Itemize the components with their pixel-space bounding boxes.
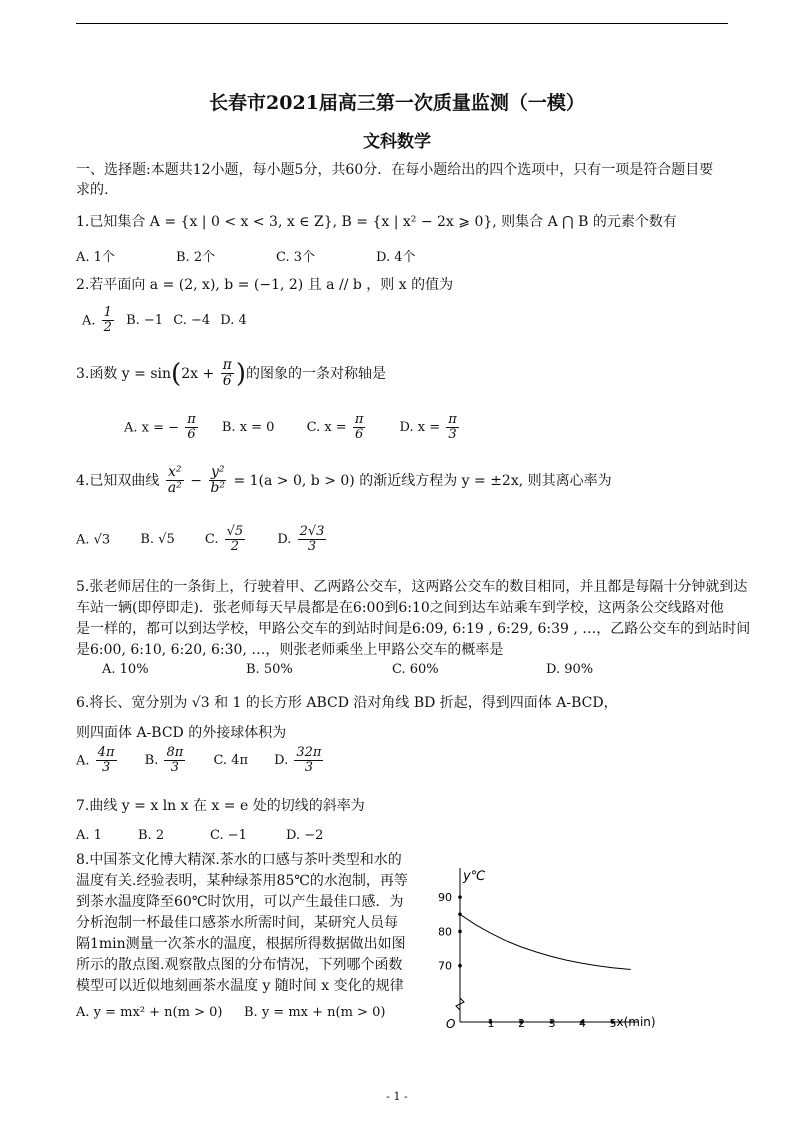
q6-d-num: 32π: [296, 745, 322, 760]
page-subtitle: 文科数学: [363, 132, 431, 152]
q3-option-c-fraction: [353, 413, 366, 443]
q2-frac-den: 2: [103, 320, 112, 336]
q3-c-den: 6: [354, 427, 364, 443]
q1-option-b: B. 2个: [176, 250, 216, 265]
q6-b-num: 8π: [166, 745, 184, 760]
q3-d-den: 3: [448, 427, 457, 443]
q6-option-b-label: B.: [144, 753, 159, 769]
x-axis-label: x(min): [616, 1015, 656, 1029]
q6-option-d-label: D.: [274, 753, 289, 769]
q7-option-d: D. −2: [286, 828, 324, 843]
section-intro-line1: 一、选择题:本题共12小题，每小题5分，共60分．在每小题给出的四个选项中，只有一项是符合题目要: [76, 162, 714, 178]
y-tick-dot: [458, 895, 462, 899]
q3-stem: [76, 358, 386, 390]
q6-line2: 则四面体 A-BCD 的外接球体积为: [76, 725, 287, 741]
q4-option-c-fraction: [225, 525, 246, 555]
q8-stem: 8.中国茶文化博大精深.茶水的口感与茶叶类型和水的温度有关.经验表明，某种绿茶用85℃的水泡制，再等到茶水温度降至60℃时饮用，可以产生最佳口感．为分析泡制一杯最佳口感茶水所需时间，某研究人员每隔1min测量一次茶水的温度，根据所得数据做出如图所示的散点图.观察散点图的分布情况，下列哪个函数模型可以近似地刻画茶水温度 y 随时间 x 变化的规律: [76, 852, 408, 994]
q3-option-a-label: A. x = −: [124, 420, 180, 436]
q7-option-a: A. 1: [76, 828, 102, 843]
page-number: - 1 -: [386, 1090, 408, 1103]
q4-option-d-fraction: [298, 525, 327, 555]
x-tick-label: 3: [548, 1017, 556, 1030]
q6-option-a-fraction: [96, 746, 117, 776]
y-axis-label: y℃: [463, 869, 486, 884]
q3-a-den: 6: [187, 427, 196, 443]
q6-b-den: 3: [170, 760, 180, 776]
q6-line1: 6.将长、宽分别为 √3 和 1 的长方形 ABCD 沿对角线 BD 折起，得到四面体 A-BCD，: [76, 695, 618, 711]
q4-stem: [76, 465, 612, 497]
q5-option-a: A. 10%: [102, 662, 149, 677]
y-tick-label: 70: [438, 959, 452, 973]
q4-option-c-label: C.: [204, 532, 219, 548]
q1-option-c: C. 3个: [276, 250, 316, 265]
q3-left-paren: (: [171, 358, 182, 389]
x-tick-label: 1: [487, 1017, 495, 1030]
q2-option-a-label: A.: [82, 313, 96, 329]
q3-stem-inner: 2x +: [181, 365, 215, 382]
q6-option-d-fraction: [294, 746, 323, 776]
tea-temperature-chart: [430, 860, 680, 1040]
q6-option-b-fraction: [164, 746, 185, 776]
page-title: 长春市2021届高三第一次质量监测（一模）: [209, 92, 585, 114]
q3-stem-prefix: 3.函数 y = sin: [76, 365, 172, 382]
x-tick-label: 5: [609, 1017, 617, 1030]
q4-option-d-label: D.: [277, 532, 292, 548]
q5-option-d: D. 90%: [546, 662, 594, 677]
q2-options: [82, 306, 247, 336]
q5-line4: 是6:00, 6:10, 6:20, 6:30, …，则张老师乘坐上甲路公交车的概率是: [76, 642, 504, 658]
q2-option-a-fraction: [102, 306, 114, 336]
q3-option-a-fraction: [185, 413, 198, 443]
q3-frac-den: 6: [222, 373, 232, 390]
q3-stem-suffix: 的图象的一条对称轴是: [245, 365, 386, 382]
q3-options: [124, 413, 461, 443]
temperature-curve: [460, 914, 631, 969]
q6-d-den: 3: [304, 760, 314, 776]
curve-start-point: [458, 912, 462, 916]
q8-option-a: A. y = mx² + n(m > 0): [76, 1005, 223, 1020]
q4-c-den: 2: [230, 539, 240, 555]
top-rule: [76, 23, 728, 24]
y-tick-dot: [458, 964, 462, 968]
q1-option-d: D. 4个: [376, 250, 416, 265]
q6-a-den: 3: [101, 760, 111, 776]
x-tick-label: 4: [579, 1017, 586, 1030]
q3-c-num: π: [354, 412, 364, 427]
q2-option-b: B. −1: [126, 313, 164, 329]
q4-stem-prefix: 4.已知双曲线: [76, 472, 160, 489]
q2-frac-num: 1: [103, 305, 112, 320]
q5-option-b: B. 50%: [246, 662, 293, 677]
q3-right-paren: ): [235, 358, 246, 389]
q4-option-a: A. √3: [76, 532, 111, 548]
q2-option-d: D. 4: [220, 313, 247, 329]
q3-frac-num: π: [222, 357, 232, 373]
q4-frac1-den: a²: [167, 480, 182, 497]
q4-stem-suffix: = 1(a > 0, b > 0) 的渐近线方程为 y = ±2x, 则其离心率为: [233, 472, 612, 489]
q4-frac1-num: x²: [168, 464, 182, 480]
section-intro-line2: 求的.: [76, 182, 109, 198]
q7-option-b: B. 2: [138, 828, 165, 843]
q3-option-c-label: C. x =: [306, 420, 347, 436]
q3-option-b: B. x = 0: [221, 420, 275, 436]
q3-option-d-label: D. x =: [399, 420, 441, 436]
q3-option-d-fraction: [446, 413, 459, 443]
q2-stem: 2.若平面向 a = (2, x), b = (−1, 2) 且 a // b ，则 x 的值为: [76, 277, 454, 293]
q4-d-num: 2√3: [299, 524, 325, 539]
chart-layer: [438, 868, 656, 1031]
q4-minus: −: [190, 472, 202, 489]
q4-c-num: √5: [226, 524, 244, 539]
q6-option-a-label: A.: [76, 753, 90, 769]
q4-option-b: B. √5: [140, 532, 175, 548]
q5-option-c: C. 60%: [392, 662, 439, 677]
q1-stem: 1.已知集合 A = {x | 0 < x < 3, x ∈ Z}, B = {x | x² − 2x ⩾ 0}, 则集合 A ⋂ B 的元素个数有: [76, 214, 677, 230]
y-tick-label: 80: [438, 925, 452, 939]
q8-option-b: B. y = mx + n(m > 0): [244, 1005, 386, 1020]
q6-option-c: C. 4π: [213, 753, 249, 769]
q4-options: [76, 525, 328, 555]
q3-stem-fraction: [221, 358, 234, 390]
q3-a-num: π: [187, 412, 196, 427]
x-tick-label: 2: [518, 1017, 525, 1030]
q6-a-num: 4π: [97, 745, 115, 760]
q4-d-den: 3: [307, 539, 317, 555]
y-tick-label: 90: [438, 891, 452, 905]
q4-frac2: [208, 465, 227, 497]
q7-option-c: C. −1: [210, 828, 247, 843]
q4-frac1: [166, 465, 184, 497]
q5-line2: 车站一辆(即停即走)．张老师每天早晨都是在6:00到6:10之间到达车站乘车到学校，这两条公交线路对他: [76, 600, 724, 616]
q5-line1: 5.张老师居住的一条街上，行驶着甲、乙两路公交车，这两路公交车的数目相同，并且都是每隔十分钟就到达: [76, 579, 748, 595]
origin-label: O: [446, 1017, 456, 1031]
q3-d-num: π: [448, 412, 457, 427]
q7-stem: 7.曲线 y = x ln x 在 x = e 处的切线的斜率为: [76, 798, 365, 814]
q4-frac2-den: b²: [210, 480, 225, 497]
y-tick-dot: [458, 930, 462, 934]
q2-option-c: C. −4: [173, 313, 211, 329]
q4-frac2-num: y²: [210, 464, 225, 480]
q6-options: [76, 746, 325, 776]
q5-line3: 是一样的，都可以到达学校，甲路公交车的到站时间是6:09, 6:19 , 6:29, 6:39 , …，乙路公交车的到站时间: [76, 621, 751, 637]
q1-option-a: A. 1个: [76, 250, 115, 265]
